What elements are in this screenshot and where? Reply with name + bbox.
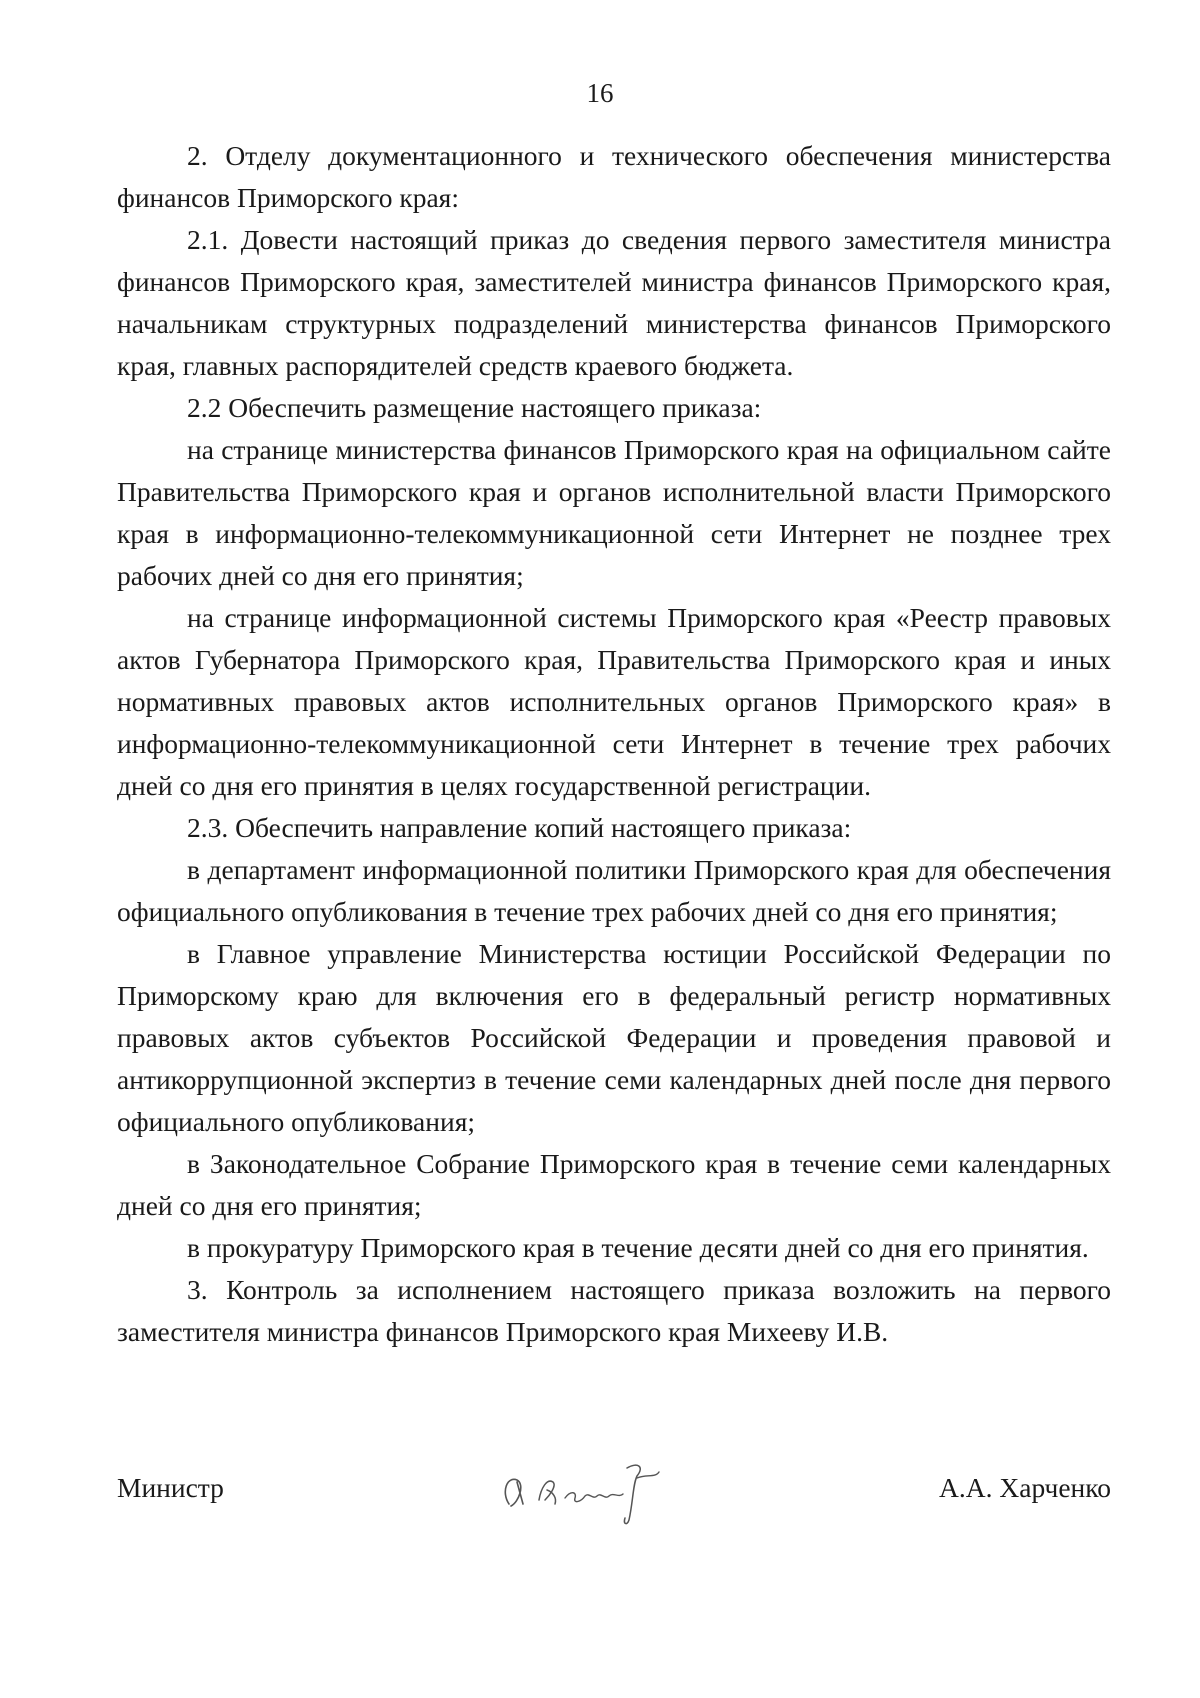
handwritten-signature [487, 1452, 687, 1532]
signature-block [117, 1472, 1111, 1552]
page-number: 16 [586, 78, 614, 108]
paragraph-2: 2. Отделу документационного и технического обеспечения министерства финансов Приморского края: [117, 140, 1111, 213]
document-body [117, 135, 1111, 1353]
paragraph-3: 3. Контроль за исполнением настоящего приказа возложить на первого заместителя министра финансов Приморского края Михееву И.В. [117, 1274, 1111, 1347]
paragraph-2-1: 2.1. Довести настоящий приказ до сведения первого заместителя министра финансов Приморского края, заместителей министра финансов Приморского края, начальникам структурных подразделений министерства финансов Приморского края, главных распорядителей средств краевого бюджета. [117, 224, 1111, 381]
paragraph-2-3-legislative-assembly: в Законодательное Собрание Приморского края в течение семи календарных дней со дня его принятия; [117, 1148, 1111, 1221]
paragraph-2-3: 2.3. Обеспечить направление копий настоящего приказа: [187, 812, 852, 843]
paragraph-2-2: 2.2 Обеспечить размещение настоящего приказа: [187, 392, 762, 423]
paragraph-2-3-prosecutor: в прокуратуру Приморского края в течение десяти дней со дня его принятия. [187, 1232, 1089, 1263]
paragraph-2-3-ministry-justice: в Главное управление Министерства юстиции Российской Федерации по Приморскому краю для включения его в федеральный регистр нормативных правовых актов субъектов Российской Федерации и проведения правовой и антикоррупционной экспертиз в течение семи календарных дней после дня первого официального опубликования; [117, 938, 1111, 1137]
paragraph-2-2-registry: на странице информационной системы Приморского края «Реестр правовых актов Губернатора Приморского края, Правительства Приморского края и иных нормативных правовых актов исполнительных органов Приморского края» в информационно-телекоммуникационной сети Интернет в течение трех рабочих дней со дня его принятия в целях государственной регистрации. [117, 602, 1111, 801]
signer-name: А.А. Харченко [939, 1472, 1111, 1503]
paragraph-2-2-official-site: на странице министерства финансов Приморского края на официальном сайте Правительства Приморского края и органов исполнительной власти Приморского края в информационно-телекоммуникационной сети Интернет не позднее трех рабочих дней со дня его принятия; [117, 434, 1111, 591]
paragraph-2-3-info-policy: в департамент информационной политики Приморского края для обеспечения официального опубликования в течение трех рабочих дней со дня его принятия; [117, 854, 1111, 927]
position-title: Министр [117, 1472, 224, 1503]
